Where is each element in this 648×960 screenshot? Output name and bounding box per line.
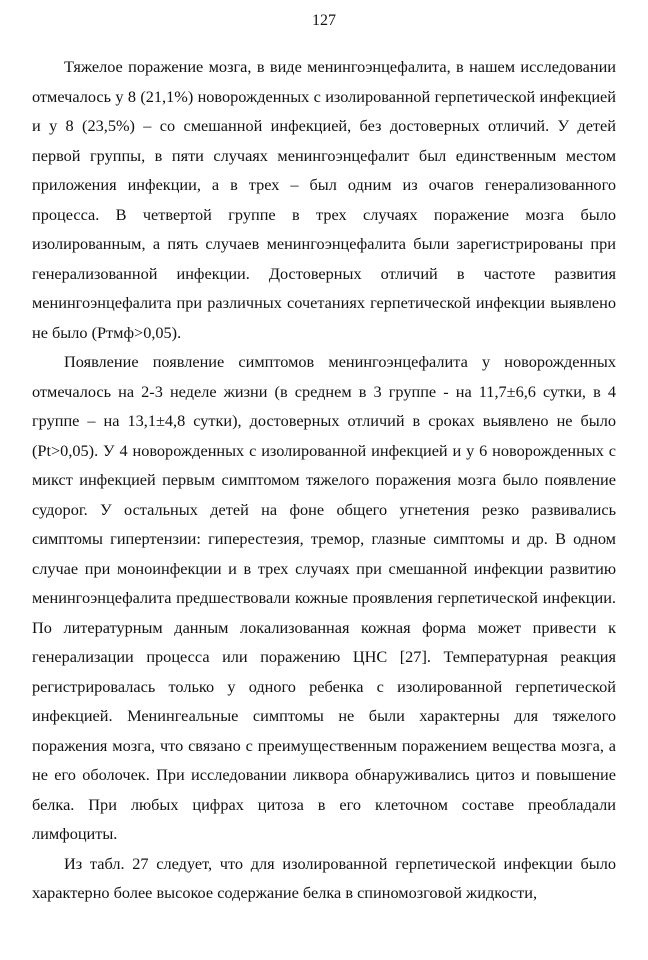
paragraph-symptom-onset: Появление появление симптомов менингоэнцефалита у новорожденных отмечалось на 2-3 неделе жизни (в среднем в 3 группе - на 11,7±6,6 сутки, в 4 группе – на 13,1±4,8 сутки), достоверных отличий в сроках выявлено не было (Pt>0,05). У 4 новорожденных с изолированной инфекцией и у 6 новорожденных с микст инфекцией первым симптомом тяжелого поражения мозга было появление судорог. У остальных детей на фоне общего угнетения резко развивались симптомы гипертензии: гиперестезия, тремор, глазные симптомы и др. В одном случае при моноинфекции и в трех случаях при смешанной инфекции развитию менингоэнцефалита предшествовали кожные проявления герпетической инфекции. По литературным данным локализованная кожная форма может привести к генерализации процесса или поражению ЦНС [27]. Температурная реакция регистрировалась только у одного ребенка с изолированной герпетической инфекцией. Менингеальные симптомы не были характерны для тяжелого поражения мозга, что связано с преимущественным поражением вещества мозга, а не его оболочек. При исследовании ликвора обнаруживались цитоз и повышение белка. При любых цифрах цитоза в его клеточном составе преобладали лимфоциты. xyxy=(32,352,616,843)
paragraph-table-27-reference: Из табл. 27 следует, что для изолированной герпетической инфекции было характерно более высокое содержание белка в спиномозговой жидкости, xyxy=(32,853,616,902)
paragraph-meningoencephalitis-frequency: Тяжелое поражение мозга, в виде менингоэнцефалита, в нашем исследовании отмечалось у 8 (21,1%) новорожденных с изолированной герпетической инфекцией и у 8 (23,5%) – со смешанной инфекцией, без достоверных отличий. У детей первой группы, в пяти случаях менингоэнцефалит был единственным местом приложения инфекции, а в трех – был одним из очагов генерализованного процесса. В четвертой группе в трех случаях поражение мозга было изолированным, а пять случаев менингоэнцефалита были зарегистрированы при генерализованной инфекции. Достоверных отличий в частоте развития менингоэнцефалита при различных сочетаниях герпетической инфекции выявлено не было (Pтмф>0,05). xyxy=(32,57,616,342)
body-text xyxy=(32,52,616,908)
page-number: 127 xyxy=(312,12,336,29)
